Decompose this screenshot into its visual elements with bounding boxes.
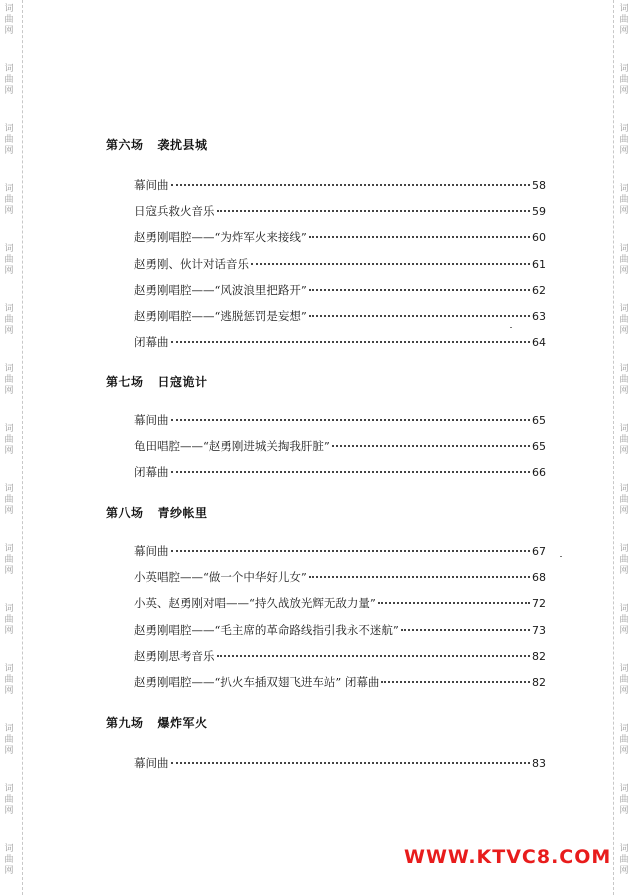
entry-label: 日寇兵救火音乐 — [134, 204, 215, 218]
section-heading — [106, 373, 208, 390]
entry-label: 赵勇刚唱腔——“为炸军火来接线” — [134, 230, 307, 244]
toc-entry[interactable] — [134, 308, 546, 324]
dot-leader — [217, 210, 531, 212]
toc-entry[interactable] — [134, 256, 546, 272]
toc-entry[interactable] — [134, 334, 546, 350]
watermark-mark: 词曲网 — [619, 784, 629, 816]
section-number: 第九场 — [106, 716, 144, 730]
dot-leader — [251, 263, 530, 265]
watermark-mark: 词曲网 — [619, 244, 629, 276]
entry-label: 赵勇刚、伙计对话音乐 — [134, 257, 249, 271]
section-heading — [106, 714, 208, 731]
watermark-mark: 词曲网 — [4, 724, 14, 756]
entry-page: 65 — [532, 440, 546, 453]
dot-leader — [378, 602, 530, 604]
watermark-mark: 词曲网 — [619, 544, 629, 576]
entry-page: 82 — [532, 650, 546, 663]
entry-label: 龟田唱腔——“赵勇刚进城关掏我肝脏” — [134, 439, 330, 453]
watermark-mark: 词曲网 — [4, 64, 14, 96]
toc-entry[interactable] — [134, 648, 546, 664]
watermark-mark: 词曲网 — [619, 484, 629, 516]
watermark-mark: 词曲网 — [619, 304, 629, 336]
entry-page: 58 — [532, 179, 546, 192]
dot-leader — [171, 762, 531, 764]
toc-entry[interactable] — [134, 177, 546, 193]
toc-entry[interactable] — [134, 282, 546, 298]
watermark-mark: 词曲网 — [619, 364, 629, 396]
dot-leader — [171, 419, 531, 421]
toc-entry[interactable] — [134, 543, 546, 559]
watermark-mark: 词曲网 — [619, 424, 629, 456]
dot-leader — [309, 289, 530, 291]
section-title: 爆炸军火 — [157, 716, 208, 730]
entry-label: 幕间曲 — [134, 178, 169, 192]
entry-page: 72 — [532, 597, 546, 610]
entry-label: 幕间曲 — [134, 544, 169, 558]
right-watermark-column — [617, 0, 633, 895]
entry-page: 64 — [532, 336, 546, 349]
section-number: 第八场 — [106, 506, 144, 520]
entry-label: 赵勇刚唱腔——“扒火车插双翅飞进车站” 闭幕曲 — [134, 675, 380, 689]
entry-page: 62 — [532, 284, 546, 297]
watermark-mark: 词曲网 — [619, 124, 629, 156]
watermark-mark: 词曲网 — [619, 844, 629, 876]
left-margin-line — [22, 0, 23, 895]
toc-entry[interactable] — [134, 203, 546, 219]
entry-label: 赵勇刚唱腔——“风波浪里把路开” — [134, 283, 307, 297]
entry-label: 闭幕曲 — [134, 335, 169, 349]
watermark-mark: 词曲网 — [619, 184, 629, 216]
dot-leader — [171, 471, 531, 473]
dot-leader — [171, 550, 531, 552]
site-logo: WWW.KTVC8.COM — [404, 846, 612, 868]
entry-page: 65 — [532, 414, 546, 427]
toc-entry[interactable] — [134, 622, 546, 638]
entry-label: 赵勇刚唱腔——“逃脱惩罚是妄想” — [134, 309, 307, 323]
watermark-mark: 词曲网 — [4, 4, 14, 36]
watermark-mark: 词曲网 — [619, 64, 629, 96]
entry-page: 60 — [532, 231, 546, 244]
entry-label: 小英唱腔——“做一个中华好儿女” — [134, 570, 307, 584]
dot-leader — [171, 341, 531, 343]
toc-entry[interactable] — [134, 438, 546, 454]
toc-entry[interactable] — [134, 569, 546, 585]
watermark-mark: 词曲网 — [4, 544, 14, 576]
entry-label: 小英、赵勇刚对唱——“持久战放光辉无敌力量” — [134, 596, 376, 610]
scan-speck — [510, 327, 512, 328]
entry-page: 66 — [532, 466, 546, 479]
watermark-mark: 词曲网 — [4, 604, 14, 636]
dot-leader — [171, 184, 531, 186]
watermark-mark: 词曲网 — [4, 484, 14, 516]
watermark-mark: 词曲网 — [619, 604, 629, 636]
dot-leader — [217, 655, 531, 657]
entry-page: 83 — [532, 757, 546, 770]
watermark-mark: 词曲网 — [619, 664, 629, 696]
entry-label: 赵勇刚唱腔——“毛主席的革命路线指引我永不迷航” — [134, 623, 399, 637]
toc-entry[interactable] — [134, 464, 546, 480]
dot-leader — [401, 629, 530, 631]
entry-page: 67 — [532, 545, 546, 558]
dot-leader — [309, 315, 530, 317]
section-number: 第七场 — [106, 375, 144, 389]
entry-page: 82 — [532, 676, 546, 689]
toc-entry[interactable] — [134, 229, 546, 245]
dot-leader — [309, 236, 530, 238]
watermark-mark: 词曲网 — [4, 184, 14, 216]
watermark-mark: 词曲网 — [4, 364, 14, 396]
entry-page: 68 — [532, 571, 546, 584]
watermark-mark: 词曲网 — [4, 784, 14, 816]
entry-page: 73 — [532, 624, 546, 637]
toc-entry[interactable] — [134, 595, 546, 611]
watermark-mark: 词曲网 — [4, 304, 14, 336]
section-heading — [106, 504, 208, 521]
entry-label: 幕间曲 — [134, 413, 169, 427]
watermark-mark: 词曲网 — [4, 664, 14, 696]
watermark-mark: 词曲网 — [4, 844, 14, 876]
dot-leader — [332, 445, 530, 447]
toc-entry[interactable] — [134, 412, 546, 428]
left-watermark-column — [2, 0, 18, 895]
entry-label: 闭幕曲 — [134, 465, 169, 479]
section-title: 日寇诡计 — [157, 375, 208, 389]
entry-label: 幕间曲 — [134, 756, 169, 770]
right-margin-line — [613, 0, 614, 895]
watermark-mark: 词曲网 — [4, 124, 14, 156]
section-title: 袭扰县城 — [157, 138, 208, 152]
toc-entry[interactable] — [134, 674, 546, 690]
dot-leader — [309, 576, 530, 578]
section-heading — [106, 136, 208, 153]
entry-page: 59 — [532, 205, 546, 218]
section-title: 青纱帐里 — [157, 506, 208, 520]
entry-page: 61 — [532, 258, 546, 271]
watermark-mark: 词曲网 — [619, 4, 629, 36]
watermark-mark: 词曲网 — [619, 724, 629, 756]
section-number: 第六场 — [106, 138, 144, 152]
entry-label: 赵勇刚思考音乐 — [134, 649, 215, 663]
dot-leader — [381, 681, 530, 683]
watermark-mark: 词曲网 — [4, 424, 14, 456]
scan-speck — [560, 556, 562, 557]
toc-entry[interactable] — [134, 755, 546, 771]
entry-page: 63 — [532, 310, 546, 323]
watermark-mark: 词曲网 — [4, 244, 14, 276]
